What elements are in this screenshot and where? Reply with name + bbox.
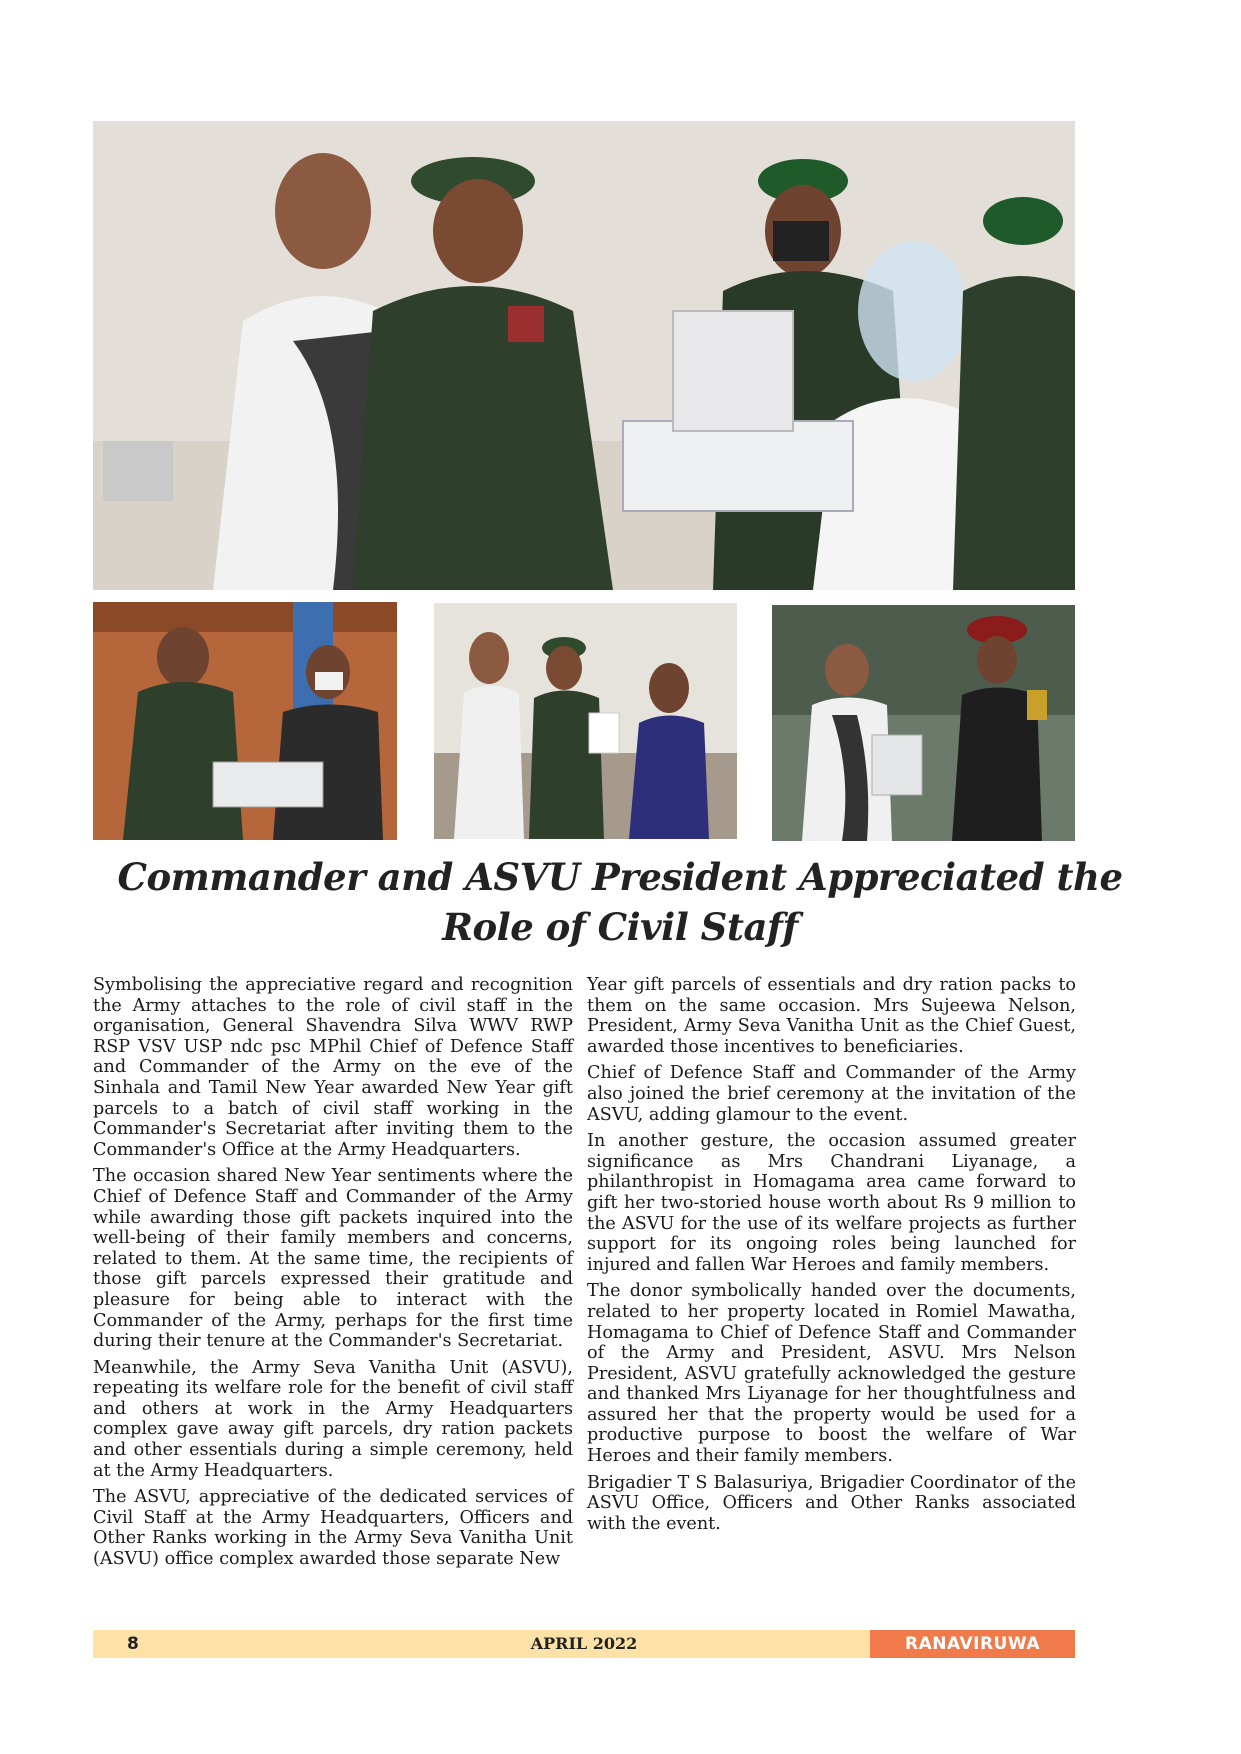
magazine-name: RANAVIRUWA: [870, 1630, 1075, 1658]
page-number: 8: [127, 1634, 139, 1654]
paragraph: The ASVU, appreciative of the dedicated services of Civil Staff at the Army Headquarters, Officers and Other Ranks working in the Army Seva Vanitha Unit (ASVU) office complex awarded those separate New: [93, 1487, 573, 1570]
paragraph: Year gift parcels of essentials and dry ration packs to them on the same occasion. Mrs Sujeewa Nelson, President, Army Seva Vanitha Unit as the Chief Guest, awarded those incentives to beneficiaries.: [587, 975, 1076, 1057]
paragraph: The occasion shared New Year sentiments where the Chief of Defence Staff and Commander of the Army while awarding those gift packets inquired into the well-being of their family members and concerns, related to them. At the same time, the recipients of those gift parcels expressed their gratitude and pleasure for being able to interact with the Commander of the Army, perhaps for the first time during their tenure at the Commander's Secretariat.: [93, 1166, 573, 1352]
article-column-left: [93, 975, 573, 1576]
photo-left: [93, 602, 397, 840]
paragraph: The donor symbolically handed over the documents, related to her property located in Romiel Mawatha, Homagama to Chief of Defence Staff and Commander of the Army and President, ASVU. Mrs Nelson President, ASVU gratefully acknowledged the gesture and thanked Mrs Liyanage for her thoughtfulness and assured her that the property would be used for a productive purpose to boost the welfare of War Heroes and their family members.: [587, 1281, 1076, 1467]
paragraph: Symbolising the appreciative regard and recognition the Army attaches to the role of civil staff in the organisation, General Shavendra Silva WWV RWP RSP VSV USP ndc psc MPhil Chief of Defence Staff and Commander of the Army on the eve of the Sinhala and Tamil New Year awarded New Year gift parcels to a batch of civil staff working in the Commander's Secretariat after inviting them to the Commander's Office at the Army Headquarters.: [93, 975, 573, 1160]
photo-middle: [434, 603, 737, 839]
issue-date: APRIL 2022: [530, 1634, 638, 1653]
photo-right: [772, 605, 1075, 841]
main-photo: [93, 121, 1075, 590]
article-headline: Commander and ASVU President Appreciated the Role of Civil Staff: [117, 855, 1123, 949]
paragraph: Chief of Defence Staff and Commander of the Army also joined the brief ceremony at the invitation of the ASVU, adding glamour to the event.: [587, 1063, 1076, 1125]
paragraph: Brigadier T S Balasuriya, Brigadier Coordinator of the ASVU Office, Officers and Other Ranks associated with the event.: [587, 1472, 1076, 1534]
paragraph: In another gesture, the occasion assumed greater significance as Mrs Chandrani Liyanage, a philanthropist in Homagama area came forward to gift her two-storied house worth about Rs 9 million to the ASVU for the use of its welfare projects as further support for its ongoing roles being launched for injured and fallen War Heroes and family members.: [587, 1131, 1076, 1275]
article-column-right: [587, 975, 1076, 1540]
paragraph: Meanwhile, the Army Seva Vanitha Unit (ASVU), repeating its welfare role for the benefit of civil staff and others at work in the Army Headquarters complex gave away gift parcels, dry ration packets and other essentials during a simple ceremony, held at the Army Headquarters.: [93, 1357, 573, 1481]
page-footer: [93, 1630, 1075, 1658]
